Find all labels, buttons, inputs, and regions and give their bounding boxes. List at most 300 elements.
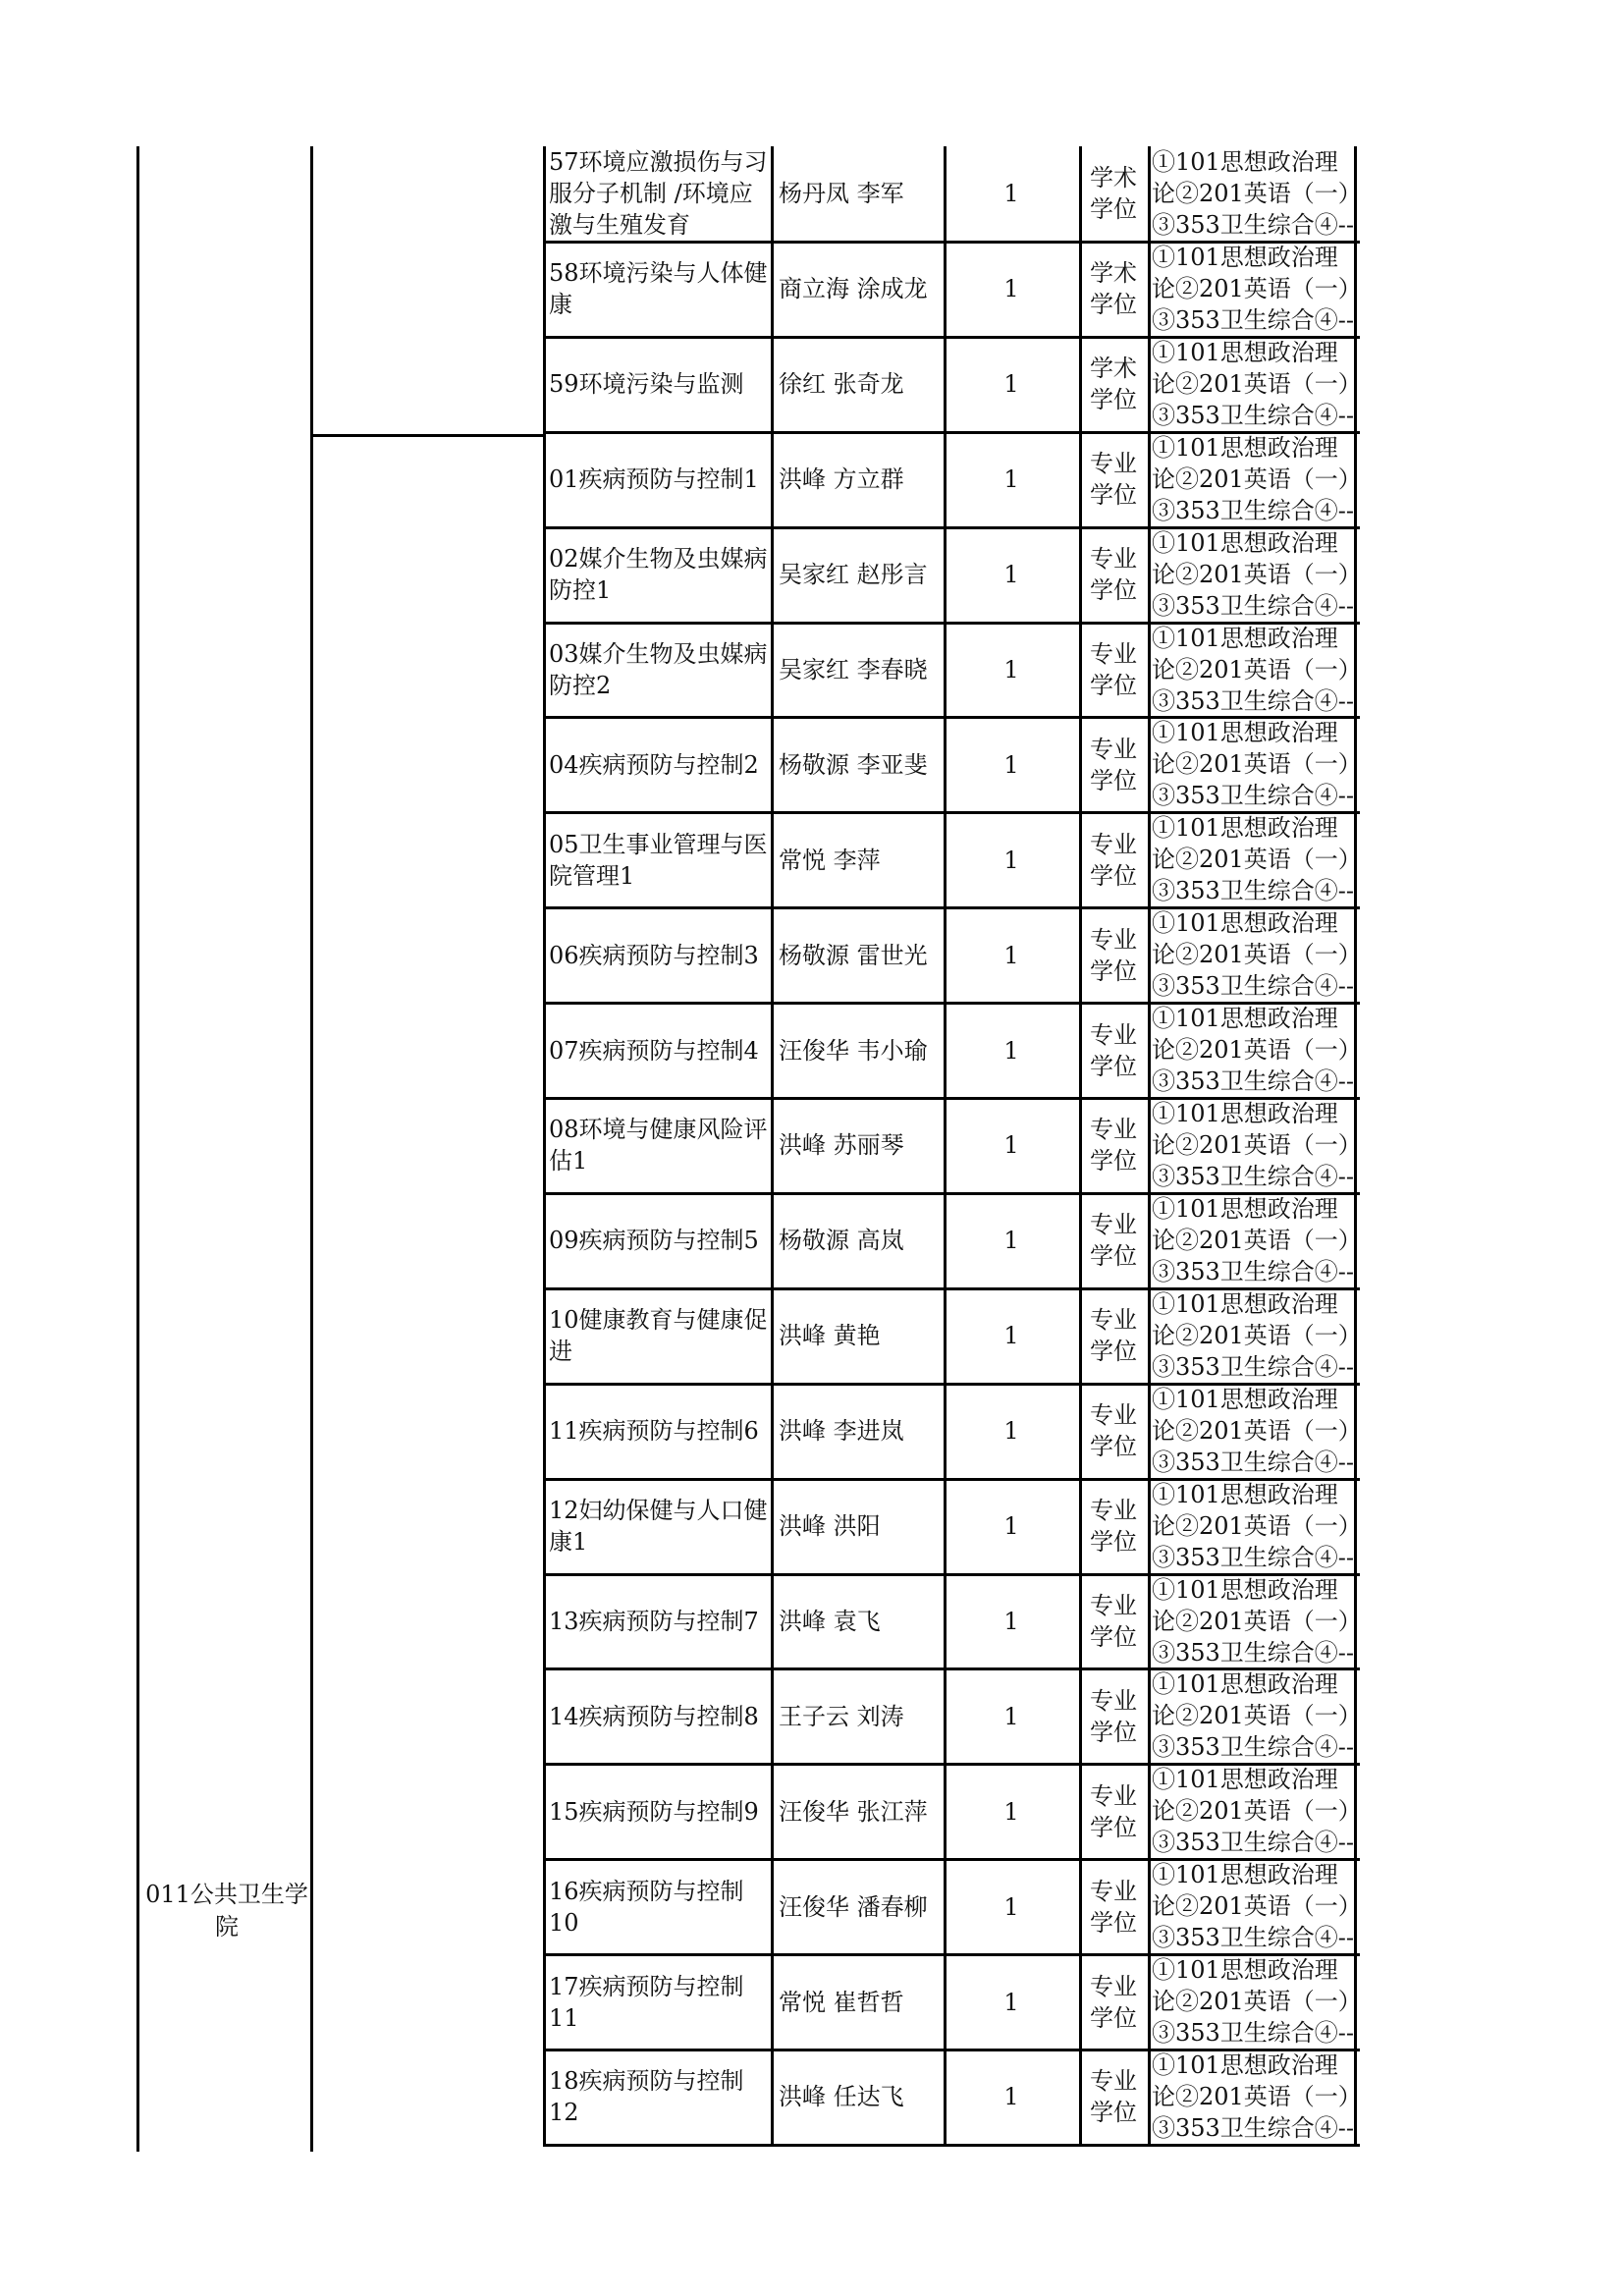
degree-type-text: 专业学位 [1090,1116,1137,1175]
enrollment-count-text: 1 [1003,275,1019,303]
column-separator [944,2050,947,2145]
column-separator [944,907,947,1003]
degree-type [1079,1859,1148,1954]
exam-subjects [1148,623,1357,718]
supervisors-text: 杨敬源 高岚 [779,1227,904,1255]
table-row [543,1098,1357,1193]
research-direction-text: 08环境与健康风险评估1 [549,1116,768,1175]
column-separator [771,1384,774,1479]
degree-type-text: 专业学位 [1090,830,1137,890]
enrollment-count-text: 1 [1003,1988,1019,2016]
enrollment-count-text: 1 [1003,1512,1019,1541]
degree-type [1079,527,1148,623]
supervisors-text: 汪俊华 潘春柳 [779,1892,928,1921]
research-direction-text: 03媒介生物及虫媒病防控2 [549,639,768,699]
major-group-divider [310,434,546,437]
enrollment-count [944,1859,1079,1954]
supervisors [771,1098,944,1193]
supervisors-text: 汪俊华 韦小瑜 [779,1036,928,1065]
table-row [543,1193,1357,1288]
degree-type [1079,1288,1148,1384]
degree-type-text: 专业学位 [1090,1211,1137,1271]
enrollment-count-text: 1 [1003,1322,1019,1350]
research-direction [543,1098,771,1193]
supervisors-text: 杨敬源 雷世光 [779,941,928,969]
column-separator [771,1098,774,1193]
supervisors [771,1193,944,1288]
column-separator [944,717,947,812]
table-row [543,1954,1357,2050]
column-separator [1079,146,1082,242]
enrollment-count [944,1384,1079,1479]
research-direction [543,432,771,527]
research-direction-text: 58环境污染与人体健康 [549,259,768,319]
research-direction [543,623,771,718]
supervisors [771,527,944,623]
supervisors-text: 徐红 张奇龙 [779,370,904,399]
column-separator [1079,812,1082,907]
column-separator [1148,812,1151,907]
column-separator [944,623,947,718]
degree-type [1079,1479,1148,1574]
supervisors [771,1288,944,1384]
column-separator [944,1859,947,1954]
column-separator [944,337,947,432]
supervisors [771,1574,944,1669]
table-row [543,527,1357,623]
research-direction-text: 15疾病预防与控制9 [549,1797,759,1826]
column-separator [771,1764,774,1859]
exam-subjects [1148,1574,1357,1669]
supervisors-text: 王子云 刘涛 [779,1702,904,1730]
enrollment-count [944,1764,1079,1859]
column-separator [1148,907,1151,1003]
column-separator [1079,717,1082,812]
supervisors [771,1384,944,1479]
column-separator [944,1098,947,1193]
enrollment-count-text: 1 [1003,846,1019,874]
enrollment-count-text: 1 [1003,655,1019,683]
column-separator [1148,1764,1151,1859]
degree-type [1079,1954,1148,2050]
supervisors-text: 洪峰 任达飞 [779,2083,904,2111]
column-separator [1148,1574,1151,1669]
enrollment-count [944,812,1079,907]
enrollment-count [944,1193,1079,1288]
column-separator [771,907,774,1003]
column-separator [1148,1384,1151,1479]
column-separator [1079,527,1082,623]
supervisors [771,1764,944,1859]
column-separator [944,242,947,337]
table-row [543,907,1357,1003]
degree-type [1079,242,1148,337]
column-separator [1148,432,1151,527]
exam-subjects [1148,1193,1357,1288]
enrollment-count-text: 1 [1003,1797,1019,1826]
supervisors [771,907,944,1003]
exam-subjects-text: ①101思想政治理论②201英语（一）③353卫生综合④-- [1152,719,1355,810]
table-row [543,2050,1357,2145]
research-direction [543,1954,771,2050]
degree-type [1079,1764,1148,1859]
exam-subjects [1148,1384,1357,1479]
degree-type [1079,907,1148,1003]
research-direction [543,2050,771,2145]
supervisors [771,1479,944,1574]
column-separator [771,1859,774,1954]
supervisors-text: 洪峰 方立群 [779,465,904,494]
research-direction-text: 02媒介生物及虫媒病防控1 [549,545,768,605]
exam-subjects-text: ①101思想政治理论②201英语（一）③353卫生综合④-- [1152,814,1355,905]
column-separator [1079,1003,1082,1098]
table-row [543,1574,1357,1669]
exam-subjects [1148,1479,1357,1574]
enrollment-count-text: 1 [1003,561,1019,589]
column-separator [944,1764,947,1859]
research-direction [543,1668,771,1764]
research-direction-text: 12妇幼保健与人口健康1 [549,1497,768,1557]
column-separator [1148,1479,1151,1574]
research-direction [543,1764,771,1859]
column-separator [771,432,774,527]
degree-type [1079,1574,1148,1669]
exam-subjects-text: ①101思想政治理论②201英语（一）③353卫生综合④-- [1152,1575,1355,1667]
enrollment-count [944,1668,1079,1764]
column-separator [1148,1003,1151,1098]
research-direction [543,1003,771,1098]
research-direction [543,907,771,1003]
research-direction-text: 07疾病预防与控制4 [549,1036,759,1065]
exam-subjects-text: ①101思想政治理论②201英语（一）③353卫生综合④-- [1152,1194,1355,1285]
column-separator [1148,242,1151,337]
exam-subjects [1148,717,1357,812]
exam-subjects-text: ①101思想政治理论②201英语（一）③353卫生综合④-- [1152,1766,1355,1857]
enrollment-count [944,432,1079,527]
row-divider [543,2144,1360,2147]
enrollment-count [944,907,1079,1003]
enrollment-count-text: 1 [1003,1702,1019,1730]
enrollment-count [944,1003,1079,1098]
enrollment-count [944,527,1079,623]
column-separator [944,1384,947,1479]
degree-type-text: 专业学位 [1090,1781,1137,1841]
exam-subjects-text: ①101思想政治理论②201英语（一）③353卫生综合④-- [1152,1289,1355,1381]
supervisors [771,2050,944,2145]
supervisors [771,1859,944,1954]
column-separator [1079,432,1082,527]
column-separator [1148,717,1151,812]
exam-subjects-text: ①101思想政治理论②201英语（一）③353卫生综合④-- [1152,624,1355,715]
enrollment-count [944,1954,1079,2050]
table-row [543,623,1357,718]
column-separator [944,1288,947,1384]
degree-type-text: 专业学位 [1090,1020,1137,1080]
column-separator [944,146,947,242]
degree-type-text: 专业学位 [1090,1401,1137,1461]
column-separator [771,717,774,812]
column-separator [1079,1384,1082,1479]
degree-type [1079,717,1148,812]
supervisors-text: 杨丹凤 李军 [779,180,904,208]
degree-type-text: 专业学位 [1090,1972,1137,2032]
supervisors [771,717,944,812]
research-direction-text: 04疾病预防与控制2 [549,750,759,779]
supervisors-text: 洪峰 洪阳 [779,1512,881,1541]
column-separator [771,1193,774,1288]
column-separator [1079,1479,1082,1574]
research-direction [543,527,771,623]
research-direction [543,1859,771,1954]
research-direction [543,1384,771,1479]
column-separator [944,1479,947,1574]
table-row [543,146,1357,242]
degree-type-text: 专业学位 [1090,545,1137,605]
column-separator [771,1668,774,1764]
column-separator [771,623,774,718]
degree-type [1079,812,1148,907]
enrollment-count-text: 1 [1003,1131,1019,1160]
exam-subjects [1148,432,1357,527]
column-separator [1079,2050,1082,2145]
column-separator [944,812,947,907]
column-separator [1148,623,1151,718]
column-separator [1079,242,1082,337]
degree-type [1079,337,1148,432]
supervisors [771,623,944,718]
supervisors [771,1954,944,2050]
column-separator [944,1668,947,1764]
degree-type [1079,1384,1148,1479]
research-direction-text: 05卫生事业管理与医院管理1 [549,830,768,890]
enrollment-count-text: 1 [1003,370,1019,399]
supervisors-text: 商立海 涂成龙 [779,275,928,303]
enrollment-count [944,146,1079,242]
enrollment-count-text: 1 [1003,750,1019,779]
supervisors-text: 汪俊华 张江萍 [779,1797,928,1826]
left-border-line [136,146,139,2152]
table-row [543,1384,1357,1479]
supervisors [771,242,944,337]
column-separator [1148,1288,1151,1384]
supervisors-text: 洪峰 袁飞 [779,1607,881,1635]
research-direction-text: 18疾病预防与控制12 [549,2067,744,2127]
column-separator [1079,1288,1082,1384]
column-separator [1148,1668,1151,1764]
research-direction [543,1574,771,1669]
degree-type-text: 专业学位 [1090,1591,1137,1651]
column-separator [1148,1859,1151,1954]
supervisors [771,1668,944,1764]
enrollment-count [944,337,1079,432]
research-direction [543,146,771,242]
enrollment-count [944,1574,1079,1669]
column-separator [1148,1193,1151,1288]
enrollment-count [944,717,1079,812]
degree-type [1079,1003,1148,1098]
supervisors [771,1003,944,1098]
research-direction [543,1288,771,1384]
enrollment-count-text: 1 [1003,2083,1019,2111]
research-direction [543,242,771,337]
table-row [543,432,1357,527]
column-separator [1148,146,1151,242]
degree-type-text: 专业学位 [1090,925,1137,985]
column-separator [944,432,947,527]
college-column-border [310,146,313,2152]
exam-subjects [1148,337,1357,432]
column-separator [771,1003,774,1098]
enrollment-count [944,2050,1079,2145]
enrollment-count [944,623,1079,718]
degree-type-text: 学术学位 [1090,259,1137,319]
table-row [543,1288,1357,1384]
column-separator [1148,1954,1151,2050]
degree-type-text: 学术学位 [1090,355,1137,414]
research-direction-text: 06疾病预防与控制3 [549,941,759,969]
supervisors-text: 吴家红 赵彤言 [779,561,928,589]
column-separator [944,1193,947,1288]
column-separator [1148,2050,1151,2145]
research-direction [543,812,771,907]
column-separator [1079,1574,1082,1669]
column-separator [771,242,774,337]
enrollment-count-text: 1 [1003,941,1019,969]
column-separator [771,2050,774,2145]
column-separator [1079,337,1082,432]
research-direction [543,1479,771,1574]
exam-subjects-text: ①101思想政治理论②201英语（一）③353卫生综合④-- [1152,1956,1355,2048]
column-separator [1079,623,1082,718]
degree-type [1079,2050,1148,2145]
enrollment-count [944,1479,1079,1574]
research-direction-text: 59环境污染与监测 [549,370,744,399]
supervisors-text: 吴家红 李春晓 [779,655,928,683]
college-name: 011公共卫生学院 [145,1881,308,1941]
column-separator [1079,1859,1082,1954]
table-row [543,337,1357,432]
column-separator [1079,1764,1082,1859]
table-row [543,1764,1357,1859]
enrollment-count-text: 1 [1003,1227,1019,1255]
column-separator [944,527,947,623]
exam-subjects-text: ①101思想政治理论②201英语（一）③353卫生综合④-- [1152,1480,1355,1571]
enrollment-count-text: 1 [1003,1607,1019,1635]
research-direction [543,1193,771,1288]
column-separator [1148,527,1151,623]
exam-subjects-text: ①101思想政治理论②201英语（一）③353卫生综合④-- [1152,2051,1355,2142]
supervisors-text: 常悦 李萍 [779,846,881,874]
column-separator [1079,1193,1082,1288]
exam-subjects-text: ①101思想政治理论②201英语（一）③353卫生综合④-- [1152,1670,1355,1762]
supervisors-text: 杨敬源 李亚斐 [779,750,928,779]
column-separator [1148,1098,1151,1193]
degree-type [1079,1193,1148,1288]
supervisors [771,812,944,907]
research-direction-text: 14疾病预防与控制8 [549,1702,759,1730]
column-separator [1079,907,1082,1003]
table-row [543,812,1357,907]
exam-subjects [1148,1003,1357,1098]
enrollment-count [944,1098,1079,1193]
research-direction-text: 16疾病预防与控制10 [549,1877,744,1937]
column-separator [1079,1098,1082,1193]
table-row [543,242,1357,337]
column-separator [944,1954,947,2050]
exam-subjects [1148,907,1357,1003]
enrollment-count-text: 1 [1003,1417,1019,1446]
degree-type-text: 专业学位 [1090,735,1137,794]
degree-type-text: 专业学位 [1090,1306,1137,1366]
column-separator [771,527,774,623]
degree-type [1079,146,1148,242]
exam-subjects-text: ①101思想政治理论②201英语（一）③353卫生综合④-- [1152,148,1355,239]
exam-subjects [1148,1098,1357,1193]
column-separator [771,146,774,242]
column-separator [771,812,774,907]
exam-subjects [1148,812,1357,907]
degree-type-text: 专业学位 [1090,1877,1137,1937]
column-separator [944,1574,947,1669]
exam-subjects-text: ①101思想政治理论②201英语（一）③353卫生综合④-- [1152,909,1355,1001]
enrollment-count-text: 1 [1003,465,1019,494]
table-row [543,717,1357,812]
research-direction-text: 13疾病预防与控制7 [549,1607,759,1635]
exam-subjects [1148,527,1357,623]
column-separator [771,1574,774,1669]
research-direction-text: 57环境应激损伤与习服分子机制 /环境应激与生殖发育 [549,148,768,240]
research-direction-text: 01疾病预防与控制1 [549,465,759,494]
exam-subjects [1148,1954,1357,2050]
table-row [543,1003,1357,1098]
degree-type-text: 专业学位 [1090,450,1137,510]
degree-type-text: 学术学位 [1090,164,1137,224]
research-direction [543,717,771,812]
column-separator [944,1003,947,1098]
exam-subjects-text: ①101思想政治理论②201英语（一）③353卫生综合④-- [1152,1005,1355,1096]
research-direction-text: 09疾病预防与控制5 [549,1227,759,1255]
research-direction-text: 17疾病预防与控制11 [549,1972,744,2032]
exam-subjects-text: ①101思想政治理论②201英语（一）③353卫生综合④-- [1152,243,1355,334]
degree-type [1079,623,1148,718]
research-direction-text: 11疾病预防与控制6 [549,1417,759,1446]
supervisors-text: 洪峰 黄艳 [779,1322,881,1350]
supervisors [771,432,944,527]
enrollment-count-text: 1 [1003,180,1019,208]
table-row [543,1859,1357,1954]
degree-type [1079,432,1148,527]
exam-subjects-text: ①101思想政治理论②201英语（一）③353卫生综合④-- [1152,528,1355,620]
enrollment-count-text: 1 [1003,1892,1019,1921]
supervisors-text: 常悦 崔哲哲 [779,1988,904,2016]
column-separator [771,1479,774,1574]
supervisors [771,337,944,432]
exam-subjects [1148,242,1357,337]
exam-subjects [1148,1288,1357,1384]
exam-subjects [1148,2050,1357,2145]
exam-subjects-text: ①101思想政治理论②201英语（一）③353卫生综合④-- [1152,1100,1355,1190]
degree-type-text: 专业学位 [1090,639,1137,699]
exam-subjects-text: ①101思想政治理论②201英语（一）③353卫生综合④-- [1152,433,1355,524]
column-separator [1079,1954,1082,2050]
degree-type-text: 专业学位 [1090,1686,1137,1746]
degree-type [1079,1098,1148,1193]
degree-type [1079,1668,1148,1764]
exam-subjects-text: ①101思想政治理论②201英语（一）③353卫生综合④-- [1152,1861,1355,1952]
research-direction [543,337,771,432]
table-row [543,1668,1357,1764]
exam-subjects-text: ①101思想政治理论②201英语（一）③353卫生综合④-- [1152,1385,1355,1476]
